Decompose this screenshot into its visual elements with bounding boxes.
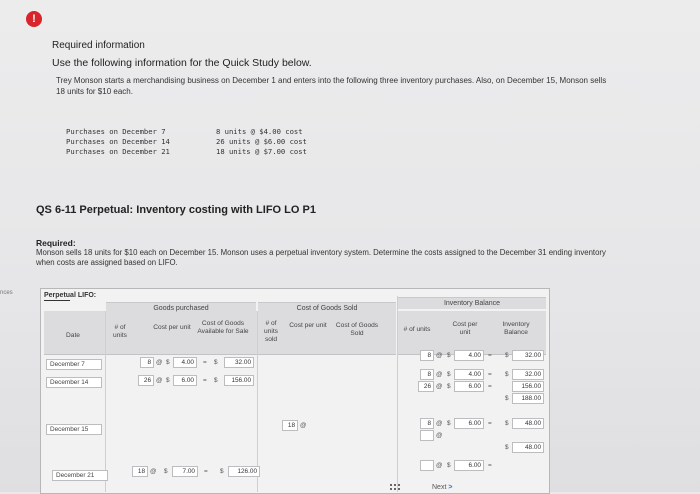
purchased-cost-input[interactable]: 6.00 (173, 375, 197, 386)
dollar-symbol: $ (447, 371, 451, 378)
dollar-symbol: $ (166, 359, 170, 366)
use-following-heading: Use the following information for the Quick Study below. (52, 57, 312, 69)
panel-label: Perpetual LIFO: (44, 292, 97, 299)
grid-divider (397, 296, 398, 492)
balance-total-input[interactable]: 156.00 (512, 381, 544, 392)
at-symbol: @ (436, 462, 443, 469)
balance-cost-input[interactable]: 4.00 (454, 369, 484, 380)
dollar-symbol: $ (505, 395, 509, 402)
next-label: Next (432, 484, 447, 491)
grid-icon[interactable] (390, 484, 402, 492)
purchase-detail: 26 units @ $6.00 cost (216, 137, 307, 146)
balance-subtotal-input[interactable]: 48.00 (512, 442, 544, 453)
col-inventory-balance: Inventory Balance (502, 321, 530, 336)
balance-subtotal-input[interactable]: 188.00 (512, 393, 544, 404)
dollar-symbol: $ (214, 377, 218, 384)
group-cost-of-goods-sold: Cost of Goods Sold (258, 302, 396, 314)
col-units-sold: # of units sold (264, 320, 278, 343)
purchased-units-input[interactable]: 8 (140, 357, 154, 368)
equals-symbol: = (488, 383, 492, 390)
dollar-symbol: $ (447, 462, 451, 469)
dollar-symbol: $ (214, 359, 218, 366)
equals-symbol: = (203, 359, 207, 366)
at-symbol: @ (436, 383, 443, 390)
balance-cost-input[interactable]: 6.00 (454, 381, 484, 392)
purchases-block (66, 127, 307, 157)
purchase-label: Purchases on December 21 (66, 147, 170, 156)
required-information-heading: Required information (52, 40, 145, 51)
purchase-label: Purchases on December 14 (66, 137, 170, 146)
purchased-units-input[interactable]: 26 (138, 375, 154, 386)
purchase-row (66, 137, 307, 147)
at-symbol: @ (150, 468, 157, 475)
balance-units-input[interactable]: 26 (418, 381, 434, 392)
at-symbol: @ (436, 371, 443, 378)
at-symbol: @ (300, 422, 307, 429)
date-field-dec15[interactable]: December 15 (46, 424, 102, 435)
col-sold-cost: Cost per unit (289, 322, 327, 329)
at-symbol: @ (436, 420, 443, 427)
purchase-detail: 8 units @ $4.00 cost (216, 127, 303, 136)
dollar-symbol: $ (164, 468, 168, 475)
sold-units-input[interactable]: 18 (282, 420, 298, 431)
equals-symbol: = (203, 377, 207, 384)
dollar-symbol: $ (505, 371, 509, 378)
dollar-symbol: $ (505, 420, 509, 427)
at-symbol: @ (436, 352, 443, 359)
side-tab[interactable]: nces (0, 290, 13, 296)
purchase-detail: 18 units @ $7.00 cost (216, 147, 307, 156)
equals-symbol: = (488, 420, 492, 427)
equals-symbol: = (488, 462, 492, 469)
col-available-for-sale: Cost of Goods Available for Sale (197, 320, 249, 335)
intro-text: Trey Monson starts a merchandising business on December 1 and enters into the following three inventory purchases. Also, on December 15, Monson sells 18 units for $10 each. (56, 76, 607, 96)
col-date: Date (66, 332, 80, 339)
col-cogs: Cost of Goods Sold (335, 322, 379, 337)
group-inventory-balance: Inventory Balance (398, 297, 546, 309)
balance-units-input[interactable] (420, 460, 434, 471)
at-symbol: @ (156, 377, 163, 384)
purchased-cost-input[interactable]: 4.00 (173, 357, 197, 368)
group-goods-purchased: Goods purchased (106, 302, 256, 314)
dollar-symbol: $ (505, 444, 509, 451)
dollar-symbol: $ (166, 377, 170, 384)
purchase-label: Purchases on December 7 (66, 127, 166, 136)
balance-cost-input[interactable]: 6.00 (454, 460, 484, 471)
date-field-dec14[interactable]: December 14 (46, 377, 102, 388)
balance-units-input[interactable]: 8 (420, 369, 434, 380)
dollar-symbol: $ (505, 352, 509, 359)
chevron-right-icon: > (448, 484, 453, 491)
col-purchased-units: # of units (113, 324, 127, 339)
purchased-cost-input[interactable]: 7.00 (172, 466, 198, 477)
balance-units-input[interactable] (420, 430, 434, 441)
col-purchased-cost: Cost per unit (153, 324, 191, 331)
balance-total-input[interactable]: 48.00 (512, 418, 544, 429)
next-button[interactable] (432, 484, 452, 491)
grid-divider (257, 311, 258, 492)
balance-cost-input[interactable]: 6.00 (454, 418, 484, 429)
col-balance-cost: Cost per unit (452, 321, 478, 336)
available-for-sale-input[interactable]: 126.00 (228, 466, 260, 477)
date-field-dec21[interactable]: December 21 (52, 470, 108, 481)
purchase-row (66, 147, 307, 157)
dollar-symbol: $ (447, 383, 451, 390)
col-balance-units: # of units (403, 326, 431, 333)
quick-study-title: QS 6-11 Perpetual: Inventory costing with LIFO LO P1 (36, 204, 316, 216)
equals-symbol: = (488, 371, 492, 378)
balance-cost-input[interactable]: 4.00 (454, 350, 484, 361)
date-field-dec7[interactable]: December 7 (46, 359, 102, 370)
balance-units-input[interactable]: 8 (420, 350, 434, 361)
grid-divider (105, 311, 106, 492)
available-for-sale-input[interactable]: 32.00 (224, 357, 254, 368)
dollar-symbol: $ (447, 352, 451, 359)
dollar-symbol: $ (220, 468, 224, 475)
at-symbol: @ (156, 359, 163, 366)
balance-total-input[interactable]: 32.00 (512, 369, 544, 380)
balance-total-input[interactable]: 32.00 (512, 350, 544, 361)
available-for-sale-input[interactable]: 156.00 (224, 375, 254, 386)
equals-symbol: = (204, 468, 208, 475)
at-symbol: @ (436, 432, 443, 439)
alert-icon: ! (26, 11, 42, 27)
dollar-symbol: $ (447, 420, 451, 427)
required-label: Required: (36, 238, 76, 248)
equals-symbol: = (488, 352, 492, 359)
required-text: Monson sells 18 units for $10 each on December 15. Monson uses a perpetual inventory system. Determine the costs assigned to the December 31 ending inventory when costs are assigned based on LIFO. (36, 248, 606, 267)
purchase-row (66, 127, 307, 137)
panel-label-underline (44, 300, 70, 301)
purchased-units-input[interactable]: 18 (132, 466, 148, 477)
balance-units-input[interactable]: 8 (420, 418, 434, 429)
